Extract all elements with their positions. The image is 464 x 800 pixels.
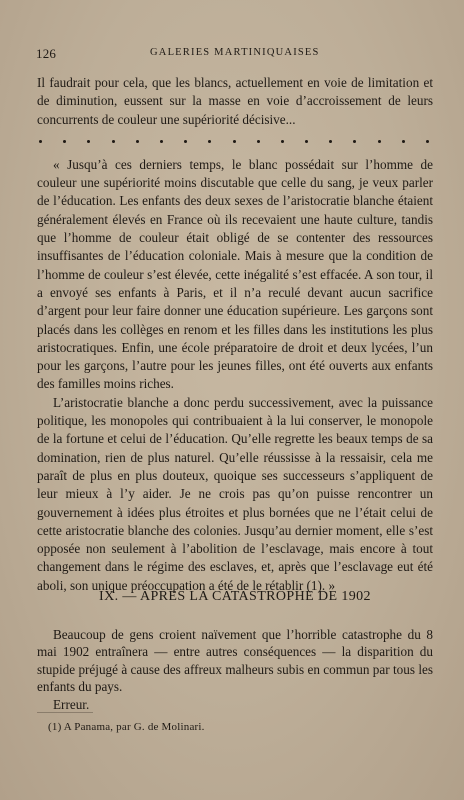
section-short-line: Erreur. xyxy=(53,696,90,712)
ellipsis-dot xyxy=(208,140,211,143)
ellipsis-dot xyxy=(233,140,236,143)
ellipsis-dot xyxy=(353,140,356,143)
ellipsis-dot xyxy=(160,140,163,143)
page-header xyxy=(36,46,434,62)
ellipsis-dot xyxy=(112,140,115,143)
section-heading: IX. — APRES LA CATASTROPHE DE 1902 xyxy=(99,589,371,604)
ellipsis-dot xyxy=(305,140,308,143)
ellipsis-dot xyxy=(184,140,187,143)
ellipsis-dot xyxy=(257,140,260,143)
ellipsis-dot xyxy=(281,140,284,143)
section-body xyxy=(37,626,433,713)
footnote: (1) A Panama, par G. de Molinari. xyxy=(48,721,205,733)
ellipsis-dot xyxy=(136,140,139,143)
ellipsis-dot xyxy=(39,140,42,143)
main-text xyxy=(37,74,433,595)
footnote-rule xyxy=(37,712,93,713)
quote-paragraph-1: « Jusqu’à ces derniers temps, le blanc possédait sur l’homme de couleur une supériorité moins discutable que celle du sang, je veux parler de l’éducation. Les enfants des deux sexes de l’aristocratie blanche étaient généralement élevés en France où ils recevaient une haute culture, tandis que l’homme de couleur était obligé de se contenter des ressources insuffisantes de l’éducation coloniale. Mais à mesure que la condition de l’homme de couleur s’est élevée, cette inégalité s’est effacée. A son tour, il a envoyé ses enfants à Paris, et il n’a reculé devant aucun sacrifice d’argent pour leur faire donner une éducation supérieure. Les garçons sont placés dans les collèges en renom et les filles dans les institutions les plus aristocratiques. Enfin, une école préparatoire de droit et deux lycées, l’un pour les garçons, l’autre pour les jeunes filles, ont été ouverts aux enfants des familles moins riches. xyxy=(37,156,433,392)
opening-paragraph: Il faudrait pour cela, que les blancs, actuellement en voie de limitation et de diminution, eussent sur la masse en voie d’accroissement de leurs concurrents de couleur une supériorité décisive... xyxy=(37,75,433,127)
running-head: GALERIES MARTINIQUAISES xyxy=(150,47,320,58)
ellipsis-dot xyxy=(87,140,90,143)
ellipsis-dot xyxy=(402,140,405,143)
section-paragraph: Beaucoup de gens croient naïvement que l’horrible catastrophe du 8 mai 1902 entraînera — entre autres conséquences — la disparition du stupide préjugé à cause des affreux malheurs subis en commun par tous les enfants du pays. xyxy=(37,627,433,695)
ellipsis-divider xyxy=(39,137,429,147)
ellipsis-dot xyxy=(426,140,429,143)
ellipsis-dot xyxy=(378,140,381,143)
ellipsis-dot xyxy=(63,140,66,143)
page-number: 126 xyxy=(36,46,57,61)
ellipsis-dot xyxy=(329,140,332,143)
quote-paragraph-2: L’aristocratie blanche a donc perdu successivement, avec la puissance politique, les monopoles qui contribuaient à la lui conserver, le monopole de la fortune et celui de l’éducation. Qu’elle regrette les beaux temps de sa domination, rien de plus naturel. Qu’elle réussisse à la ressaisir, cela me paraît de plus en plus douteux, quoique ses successeurs s’appliquent de leur mieux à l’y aider. Je ne crois pas qu’on puisse rencontrer un gouvernement à idées plus étroites et plus bornées que ne l’était celui de cette aristocratie blanche des colonies. Jusqu’au dernier moment, elle s’est opposée non seulement à l’abolition de l’esclavage, mais encore à tout changement dans le régime des esclaves, et, après que l’esclavage eut été aboli, son unique préoccupation a été de le rétablir (1). » xyxy=(37,394,433,593)
